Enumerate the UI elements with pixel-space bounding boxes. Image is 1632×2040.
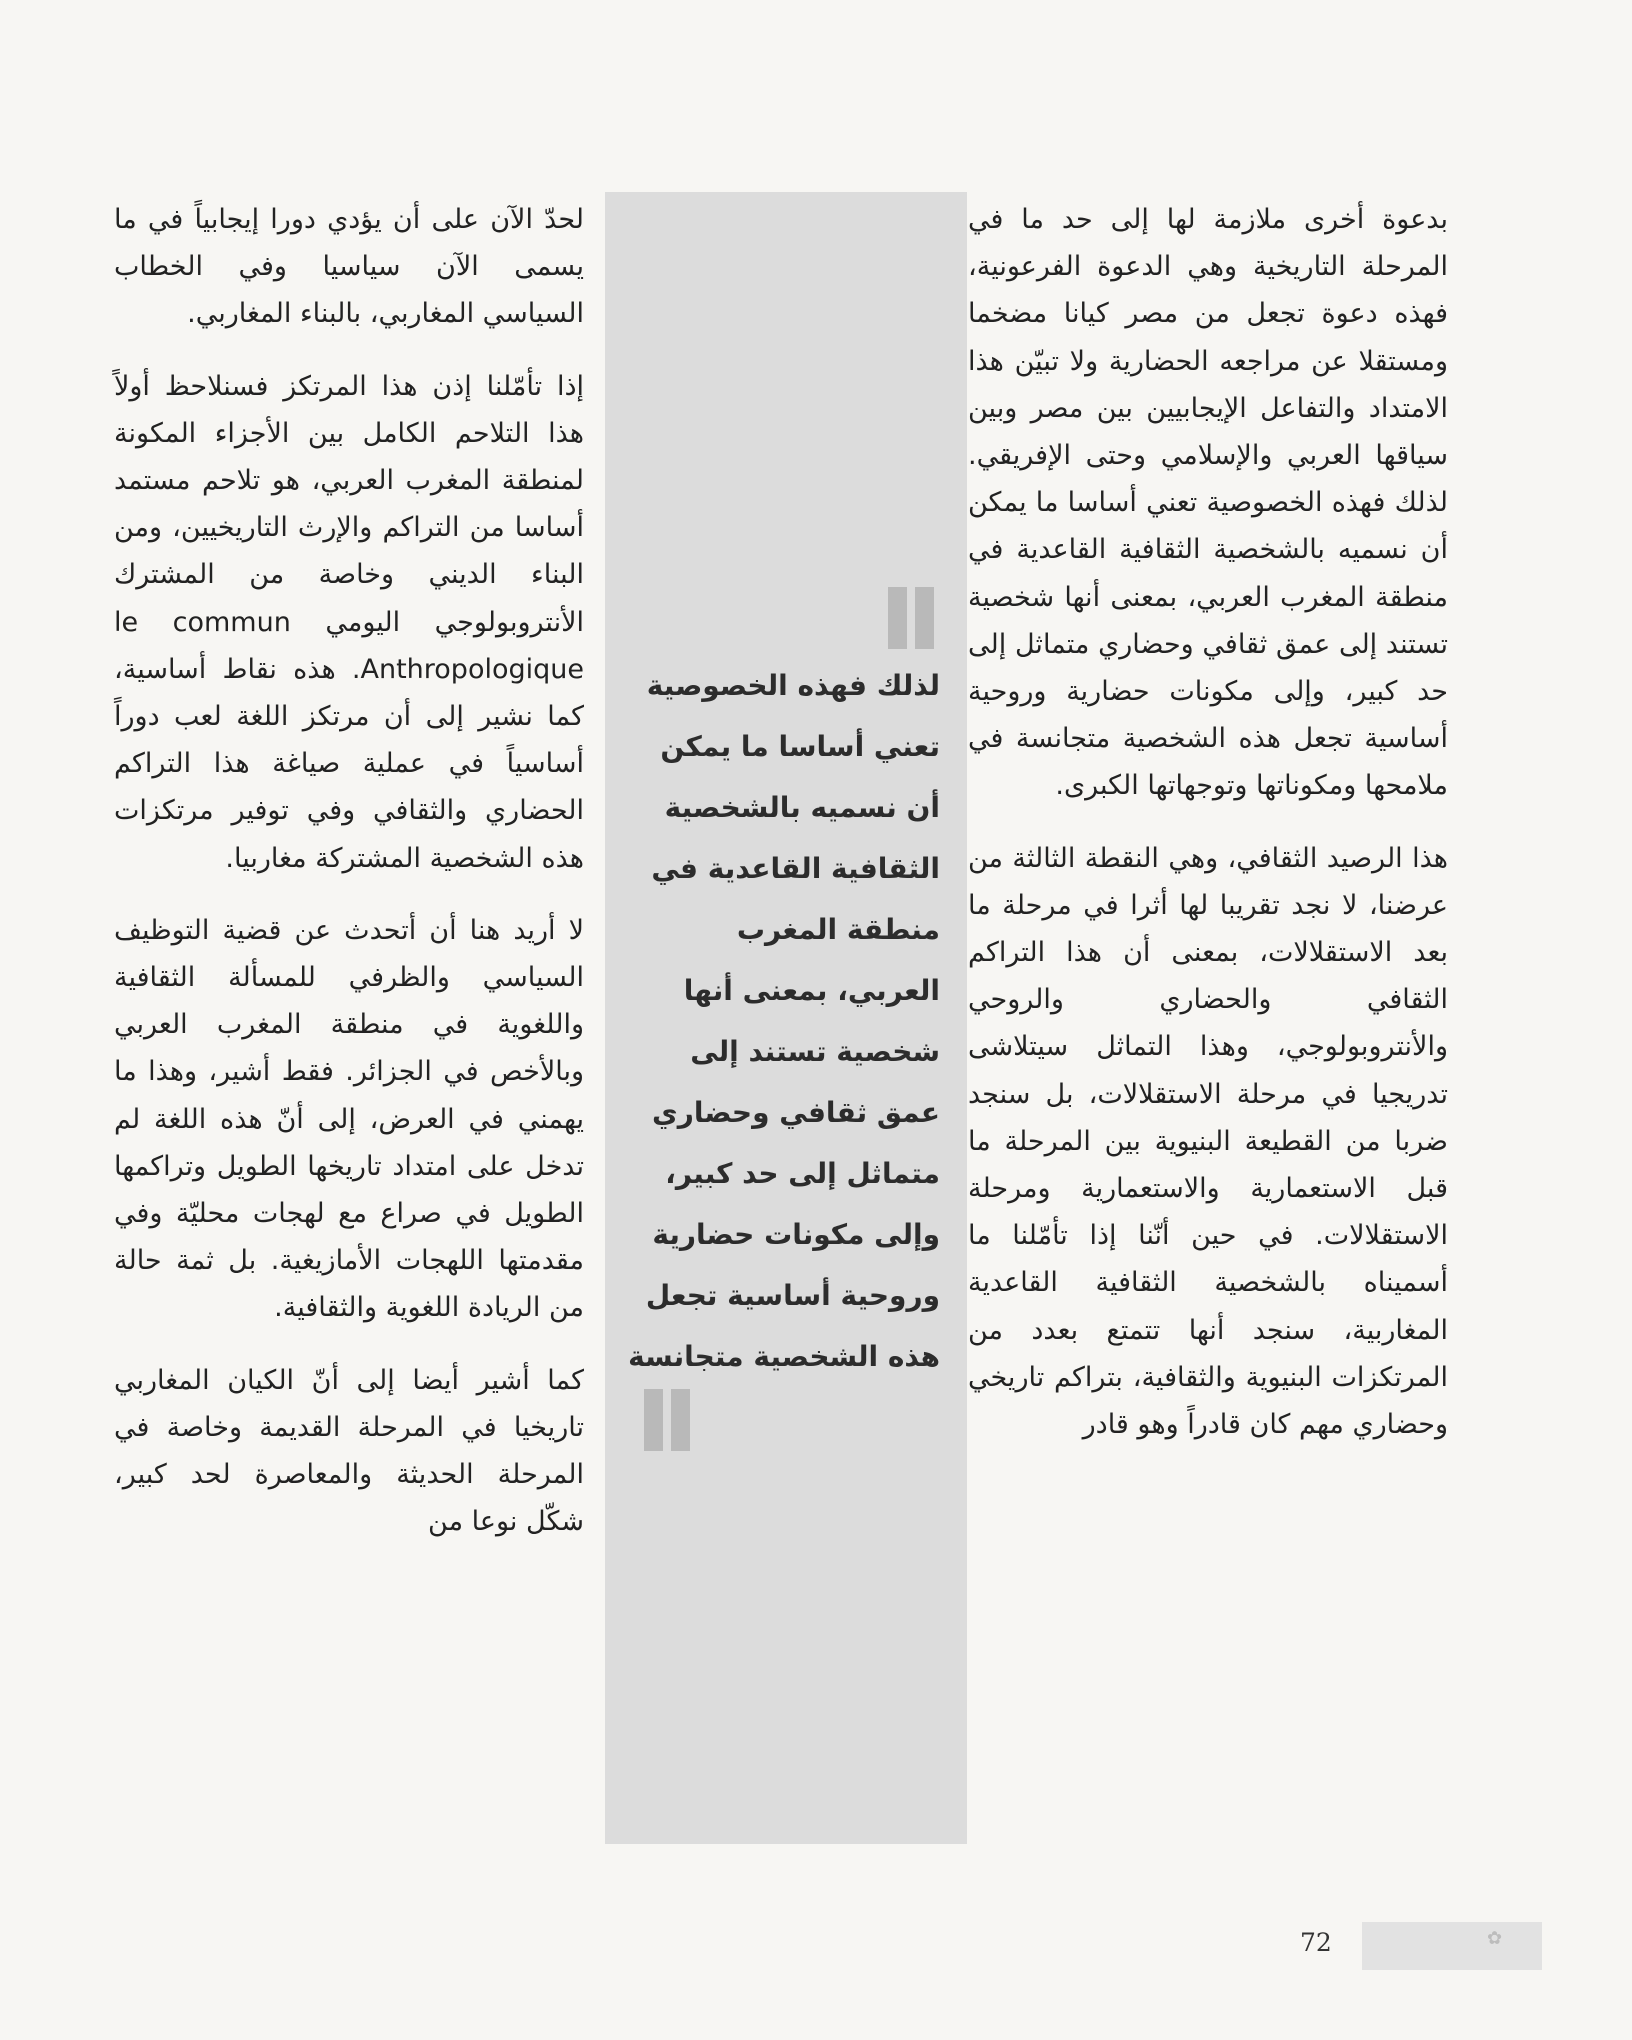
journal-logo-icon: ✿ [1487,1928,1503,1949]
page-number: 72 [1300,1928,1332,1957]
paragraph: إذا تأمّلنا إذن هذا المرتكز فسنلاحظ أولاً هذا التلاحم الكامل بين الأجزاء المكونة لمنطقة المغرب العربي، هو تلاحم مستمد أساسا من التراكم والإرث التاريخيين، ومن البناء الديني وخاصة من المشترك الأنتروبولوجي اليومي le commun Anthropologique. هذه نقاط أساسية، كما نشير إلى أن مرتكز اللغة لعب دوراً أساسياً في عملية صياغة هذا التراكم الحضاري والثقافي وفي توفير مرتكزات هذه الشخصية المشتركة مغاربيا. [114,370,584,874]
opening-quote-mark-icon [888,587,934,649]
closing-quote-mark-icon [644,1389,690,1451]
paragraph: بدعوة أخرى ملازمة لها إلى حد ما في المرحلة التاريخية وهي الدعوة الفرعونية، فهذه دعوة تجعل من مصر كيانا مضخما ومستقلا عن مراجعه الحضارية ولا تبيّن هذا الامتداد والتفاعل الإيجابيين بين مصر وبين سياقها العربي والإسلامي وحتى الإفريقي. لذلك فهذه الخصوصية تعني أساسا ما يمكن أن نسميه بالشخصية الثقافية القاعدية في منطقة المغرب العربي، بمعنى أنها شخصية تستند إلى عمق ثقافي وحضاري متماثل إلى حد كبير، وإلى مكونات حضارية وروحية أساسية تجعل هذه الشخصية متجانسة في ملامحها ومكوناتها وتوجهاتها الكبرى. [968,204,1448,802]
paragraph: كما أشير أيضا إلى أنّ الكيان المغاربي تاريخيا في المرحلة القديمة وخاصة في المرحلة الحديثة والمعاصرة لحد كبير، شكّل نوعا من [114,1364,584,1538]
pull-quote: لذلك فهذه الخصوصية تعني أساسا ما يمكن أن نسميه بالشخصية الثقافية القاعدية في منطقة المغرب العربي، بمعنى أنها شخصية تستند إلى عمق ثقافي وحضاري متماثل إلى حد كبير، وإلى مكونات حضارية وروحية أساسية تجعل هذه الشخصية متجانسة [628,669,940,1373]
left-column [114,196,584,1545]
paragraph: لا أريد هنا أن أتحدث عن قضية التوظيف السياسي والظرفي للمسألة الثقافية واللغوية في منطقة المغرب العربي وبالأخص في الجزائر. فقط أشير، وهذا ما يهمني في العرض، إلى أنّ هذه اللغة لم تدخل على امتداد تاريخها الطويل وتراكمها الطويل في صراع مع لهجات محليّة وفي مقدمتها اللهجات الأمازيغية. بل ثمة حالة من الريادة اللغوية والثقافية. [114,914,584,1324]
right-column [968,196,1448,1448]
paragraph: لحدّ الآن على أن يؤدي دورا إيجابياً في ما يسمى الآن سياسيا وفي الخطاب السياسي المغاربي، بالبناء المغاربي. [114,204,584,330]
paragraph: هذا الرصيد الثقافي، وهي النقطة الثالثة من عرضنا، لا نجد تقريبا لها أثرا في مرحلة ما بعد الاستقلالات، بمعنى أن هذا التراكم الثقافي والحضاري والروحي والأنتروبولوجي، وهذا التماثل سيتلاشى تدريجيا في مرحلة الاستقلالات، بل سنجد ضربا من القطيعة البنيوية بين المرحلة ما قبل الاستعمارية والاستعمارية ومرحلة الاستقلالات. في حين أنّنا إذا تأمّلنا ما أسميناه بالشخصية الثقافية القاعدية المغاربية، سنجد أنها تتمتع بعدد من المرتكزات البنيوية والثقافية، بتراكم تاريخي وحضاري مهم كان قادراً وهو قادر [968,842,1448,1441]
footer-tab [1362,1922,1542,1970]
